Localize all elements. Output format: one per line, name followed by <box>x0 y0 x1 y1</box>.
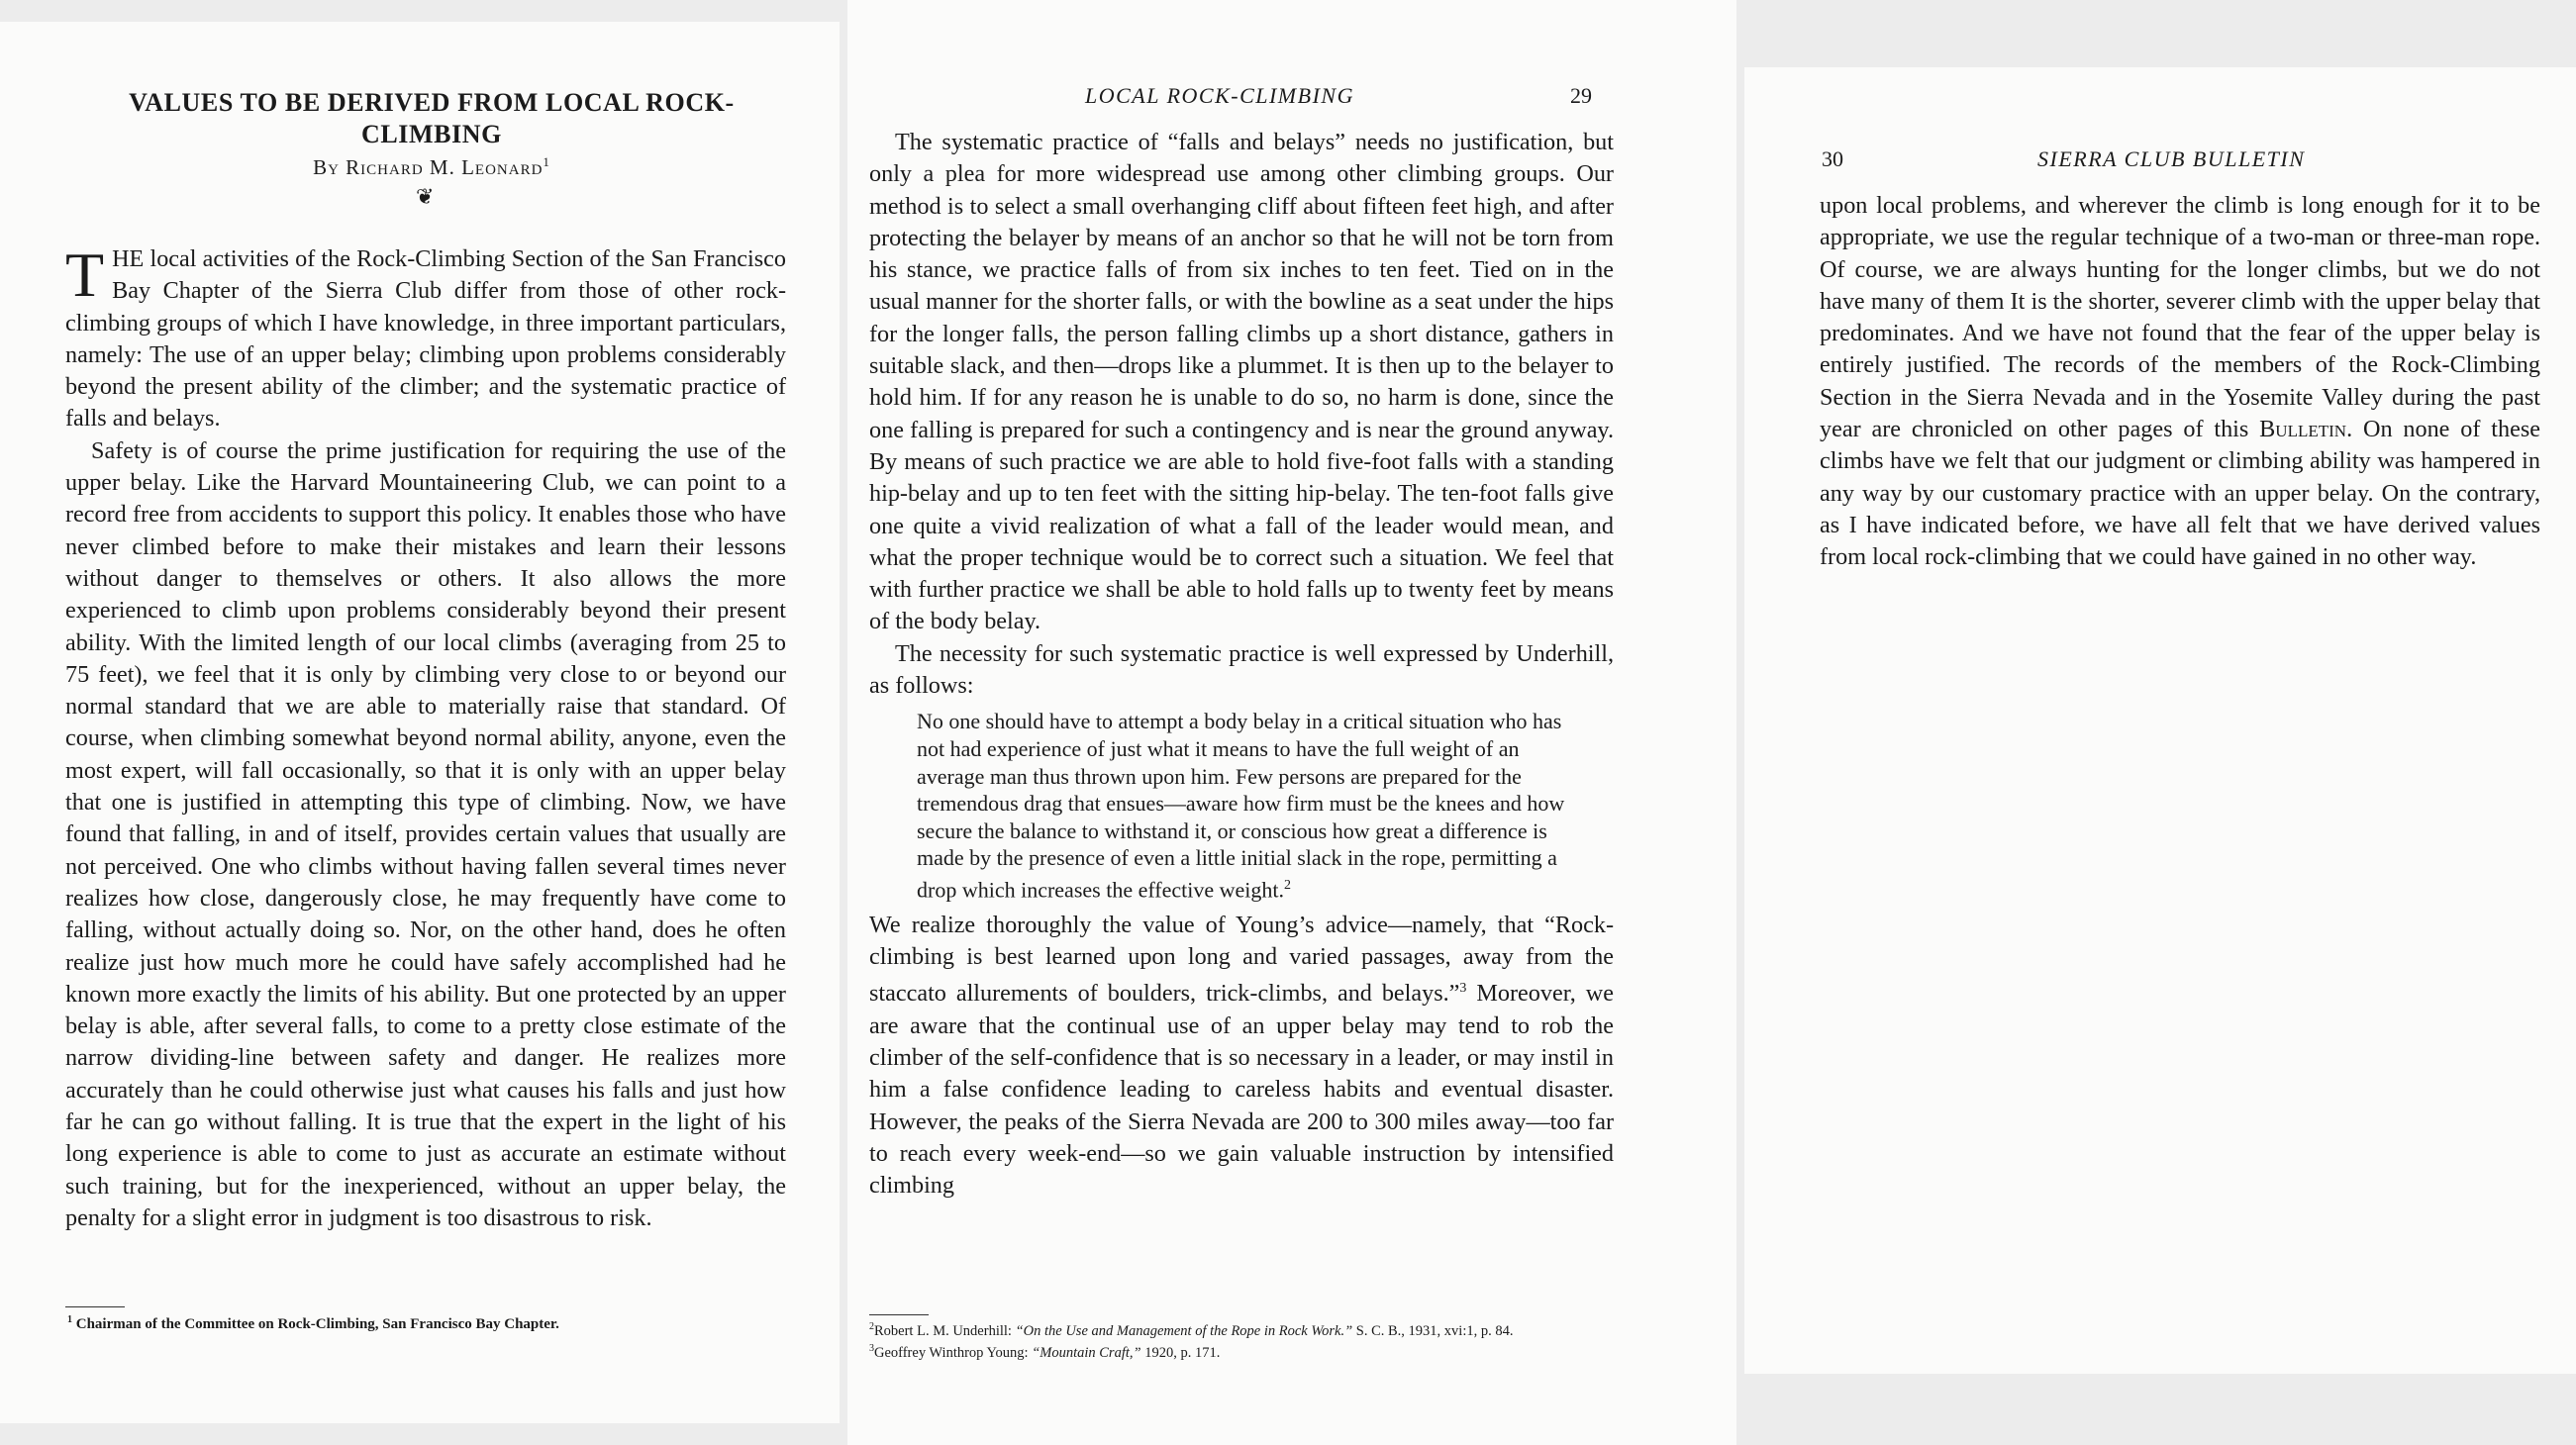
author-name: Richard M. Leonard <box>346 155 544 179</box>
running-head: SIERRA CLUB BULLETIN <box>2037 146 2306 171</box>
footnote-text: Chairman of the Committee on Rock-Climbing, San Francisco Bay Chapter. <box>75 1316 559 1332</box>
running-head-title: LOCAL ROCK-CLIMBING <box>1085 83 1354 108</box>
footnote-rule <box>65 1306 125 1307</box>
footnote-source: 1920, p. 171. <box>1140 1344 1221 1361</box>
fleuron-ornament-icon: ❦ <box>416 184 435 209</box>
journal-name: Bulletin <box>2259 416 2347 443</box>
paragraph-text: . On none of these climbs have we felt that our judgment or climbing ability was hampered in any way by our customary practice with an upper belay. On the contrary, as I have indicated before, we have all felt that we have derived values from local rock-climbing that we could have gained in no other way. <box>1820 416 2540 571</box>
paragraph: The systematic practice of “falls and belays” needs no justification, but only a plea for more widespread use among other climbing groups. Our method is to select a small overhanging cliff about fifteen feet high, and after protecting the belayer by means of an anchor so that he will not be torn from his stance, we practice falls of from six inches to ten feet. Tied on in the usual manner for the shorter falls, or with the bowline as a seat under the hips for the longer falls, the person falling climbs up a short distance, gathers in suitable slack, and then—drops like a plummet. It is then up to the belayer to hold him. If for any reason he is unable to do so, no harm is done, since the one falling is prepared for such a contingency and is near the ground anyway. By means of such practice we are able to hold five-foot falls with a standing hip-belay and up to ten feet with the sitting hip-belay. The ten-foot falls give one quite a vivid realization of what a fall of the leader would mean, and what the proper technique would be to correct such a situation. We feel that with further practice we shall be able to hold falls up to twenty feet by means of the body belay. <box>869 129 1614 635</box>
byline <box>59 154 804 180</box>
footnote-author: Geoffrey Winthrop Young: <box>874 1344 1033 1361</box>
block-quote <box>917 708 1574 903</box>
footnote-marker: 2 <box>1284 877 1292 893</box>
page-30 <box>1744 67 2576 1374</box>
article-body <box>1820 190 2540 574</box>
page-number: 29 <box>1570 83 1592 108</box>
footnote-title: “Mountain Craft,” <box>1032 1344 1141 1361</box>
footnote-rule <box>869 1314 929 1315</box>
paragraph <box>65 240 786 435</box>
footnote-author: Robert L. M. Underhill: <box>874 1322 1016 1339</box>
footnotes <box>869 1318 1614 1362</box>
footnote-marker: 3 <box>1459 981 1467 997</box>
paragraph <box>869 910 1614 1203</box>
paragraph: Safety is of course the prime justification for requiring the use of the upper belay. Like the Harvard Mountaineering Club, we can point to a record free from accidents to support this policy. It enables those who have never climbed before to make their mistakes and learn their lessons without danger to themselves or others. It also allows the more experienced to climb upon problems considerably beyond their present ability. With the limited length of our local climbs (averaging from 25 to 75 feet), we feel that it is only by climbing very close to or beyond our normal standard that we are able to materially raise that standard. Of course, when climbing somewhat beyond normal ability, anyone, even the most expert, will fall occasionally, so that it is only with an upper belay that one is justified in attempting this type of climbing. Now, we have found that falling, in and of itself, provides certain values that usually are not perceived. One who climbs without having fallen several times never realizes how close, dangerously close, he may frequently have come to falling, without actually doing so. Nor, on the other hand, does he often realize just how much more he could have safely accomplished had he known more exactly the limits of his ability. But one protected by an upper belay is able, after several falls, to come to a pretty close estimate of the narrow dividing-line between safety and danger. He realizes more accurately than he could otherwise just what causes his falls and just how far he can go without falling. It is true that the expert in the light of his long experience is able to come to just as accurate an estimate without such training, but for the inexperienced, without an upper belay, the penalty for a slight error in judgment is too disastrous to risk. <box>65 436 786 1231</box>
footnote-source: S. C. B., 1931, xvi:1, p. 84. <box>1352 1322 1514 1339</box>
footnote-number: 1 <box>67 1314 72 1325</box>
paragraph <box>1820 190 2540 574</box>
quote-text <box>917 708 1574 903</box>
footnote <box>869 1318 1614 1340</box>
article-body <box>869 127 1614 1203</box>
article-title: VALUES TO BE DERIVED FROM LOCAL ROCK-CLIMBING <box>129 88 735 148</box>
page-number: 30 <box>1822 146 1843 171</box>
footnote <box>67 1310 788 1334</box>
page-28 <box>0 22 840 1423</box>
drop-cap: T <box>65 240 105 310</box>
article-body <box>65 240 786 1234</box>
footnote-title: “On the Use and Management of the Rope in Rock Work.” <box>1015 1322 1353 1339</box>
paragraph-text: HE local activities of the Rock-Climbing Section of the San Francisco Bay Chapter of the Sierra Club differ from those of other rock-climbing groups of which I have knowledge, in three important particulars, namely: The use of an upper belay; climbing upon problems considerably beyond the present ability of the climber; and the systematic practice of falls and belays. <box>65 245 786 433</box>
footnote-number: 3 <box>869 1342 874 1354</box>
paragraph: The necessity for such systematic practice is well expressed by Underhill, as follows: <box>869 639 1614 700</box>
page-29 <box>847 0 1736 1445</box>
footnote <box>869 1340 1614 1362</box>
footnote-marker: 1 <box>543 154 550 169</box>
paragraph-text: Moreover, we are aware that the continual use of an upper belay may tend to rob the climber of the self-confidence that is so necessary in a leader, or may instil in him a false confidence leading to careless habits and eventual disaster. However, the peaks of the Sierra Nevada are 200 to 300 miles away—too far to reach every week-end—so we gain valuable instruction by intensified climbing <box>869 980 1614 1200</box>
paragraph-text: upon local problems, and wherever the climb is long enough for it to be appropriate, we use the regular technique of a two-man or three-man rope. Of course, we are always hunting for the longer climbs, but we do not have many of them It is the shorter, severer climb with the upper belay that predominates. And we have not found that the fear of the upper belay is entirely justified. The records of the members of the Rock-Climbing Section in the Sierra Nevada and in the Yosemite Valley during the past year are chronicled on other pages of this <box>1820 192 2540 443</box>
footnote-number: 2 <box>869 1321 874 1332</box>
quote-body: No one should have to attempt a body belay in a critical situation who has not had experience of just what it means to have the full weight of an average man thus thrown upon him. Few persons are prepared for the tremendous drag that ensues—aware how firm must be the knees and how secure the balance to withstand it, or conscious how great a difference is made by the presence of even a little initial slack in the rope, permitting a drop which increases the effective weight. <box>917 709 1565 903</box>
byline-prefix: By <box>313 155 347 179</box>
paragraph-text: We realize thoroughly the value of Young’s advice—namely, that “Rock-climbing is best learned upon long and varied passages, away from the staccato allurements of boulders, trick-climbs, and belays.” <box>869 911 1614 1008</box>
